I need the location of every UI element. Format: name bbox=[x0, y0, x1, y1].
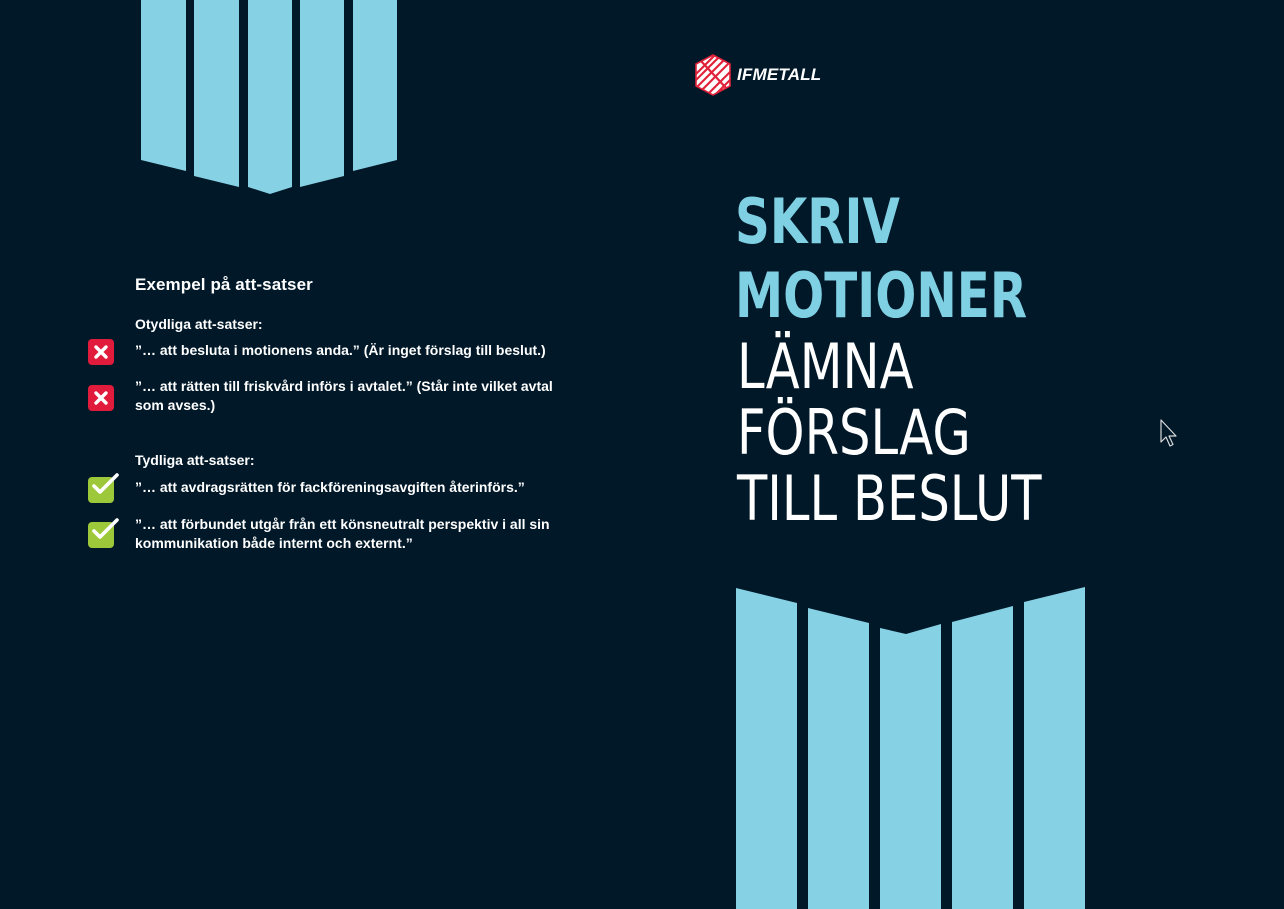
stripe-top-3 bbox=[248, 0, 292, 194]
stripe-bottom-3 bbox=[880, 624, 941, 909]
clear-label: Tydliga att-satser: bbox=[135, 452, 255, 468]
stripe-bottom-1 bbox=[736, 588, 797, 909]
cross-icon bbox=[88, 339, 114, 365]
check-icon bbox=[88, 522, 114, 548]
examples-heading: Exempel på att-satser bbox=[135, 275, 313, 294]
subtitle-line-3: TILL BESLUT bbox=[737, 462, 1042, 535]
clear-example-2: ”… att förbundet utgår från ett könsneutralt perspektiv i all sin kommunikation både internt och externt.” bbox=[135, 516, 550, 551]
title-line-1: SKRIV bbox=[735, 185, 900, 258]
unclear-example-2: ”… att rätten till friskvård införs i avtalet.” (Står inte vilket avtal som avses.) bbox=[135, 378, 553, 413]
mouse-cursor-icon bbox=[1160, 419, 1180, 449]
stripe-top-1 bbox=[141, 0, 186, 171]
stripe-top-4 bbox=[300, 0, 344, 187]
unclear-label: Otydliga att-satser: bbox=[135, 316, 263, 332]
clear-example-1: ”… att avdragsrätten för fackföreningsavgiften återinförs.” bbox=[135, 479, 525, 495]
stripe-bottom-4 bbox=[952, 606, 1013, 909]
stripe-bottom-2 bbox=[808, 608, 869, 909]
stripe-top-2 bbox=[194, 0, 239, 187]
subtitle-line-1: LÄMNA bbox=[737, 330, 914, 403]
subtitle-line-2: FÖRSLAG bbox=[737, 396, 971, 469]
ifmetall-logo bbox=[693, 53, 821, 97]
unclear-example-1: ”… att besluta i motionens anda.” (Är inget förslag till beslut.) bbox=[135, 342, 546, 358]
logo-mark-icon bbox=[693, 53, 733, 97]
check-icon bbox=[88, 477, 114, 503]
stripe-bottom-5 bbox=[1024, 587, 1085, 909]
stripe-top-5 bbox=[353, 0, 397, 171]
cross-icon bbox=[88, 385, 114, 411]
title-line-2: MOTIONER bbox=[735, 259, 1028, 332]
logo-text: IFMETALL bbox=[737, 65, 822, 84]
